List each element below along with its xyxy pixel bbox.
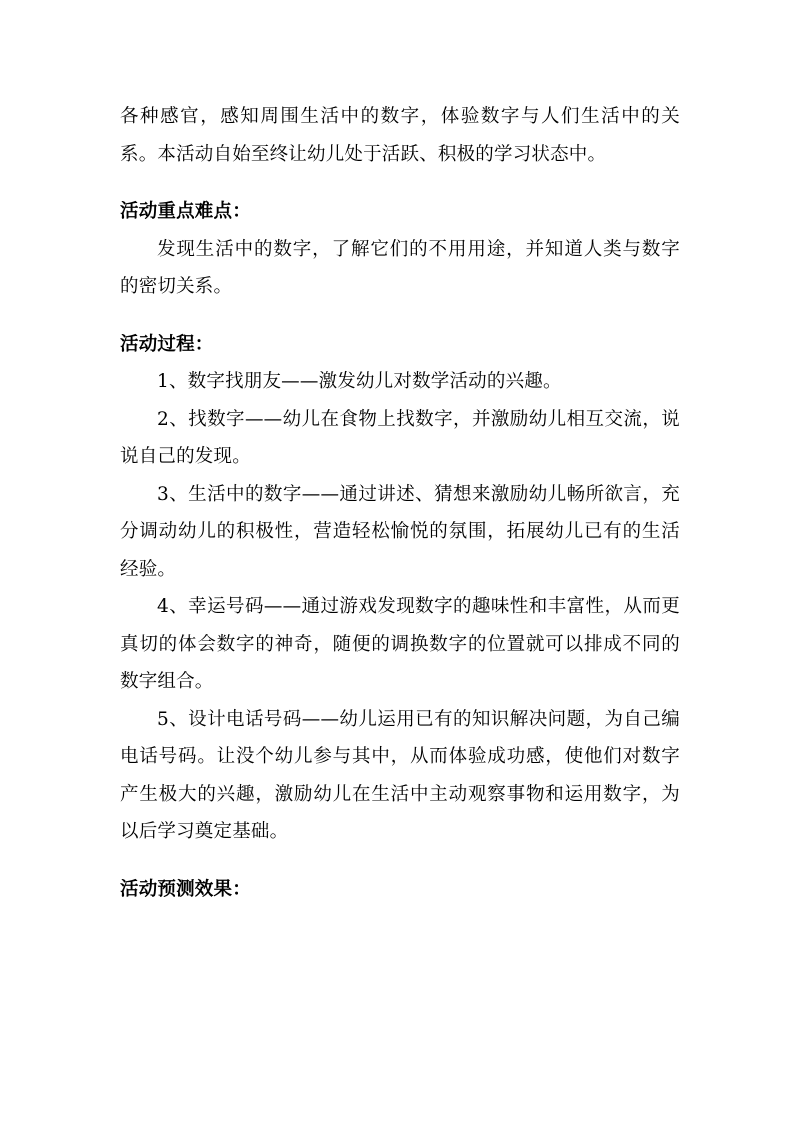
heading-process: 活动过程： [120,333,214,355]
process-step-2: 2、找数字——幼儿在食物上找数字，并激励幼儿相互交流，说说自己的发现。 [120,408,680,467]
key-points-paragraph: 发现生活中的数字，了解它们的不用用途，并知道人类与数字的密切关系。 [120,238,680,297]
process-step-4: 4、幸运号码——通过游戏发现数字的趣味性和丰富性，从而更真切的体会数字的神奇，随便的调换数字的位置就可以排成不同的数字组合。 [120,596,680,692]
heading-key-points: 活动重点难点： [120,201,251,222]
document-page [120,98,680,908]
heading-expected-effect: 活动预测效果： [120,878,251,900]
process-step-1: 1、数字找朋友——激发幼儿对数学活动的兴趣。 [157,371,562,392]
process-step-3: 3、生活中的数字——通过讲述、猜想来激励幼儿畅所欲言，充分调动幼儿的积极性，营造轻松愉悦的氛围，拓展幼儿已有的生活经验。 [120,483,680,580]
process-step-5: 5、设计电话号码——幼儿运用已有的知识解决问题，为自己编电话号码。让没个幼儿参与其中，从而体验成功感，使他们对数字产生极大的兴趣，激励幼儿在生活中主动观察事物和运用数字，为以后学习奠定基础。 [120,708,680,842]
intro-paragraph: 各种感官，感知周围生活中的数字，体验数字与人们生活中的关系。本活动自始至终让幼儿处于活跃、积极的学习状态中。 [120,106,680,165]
